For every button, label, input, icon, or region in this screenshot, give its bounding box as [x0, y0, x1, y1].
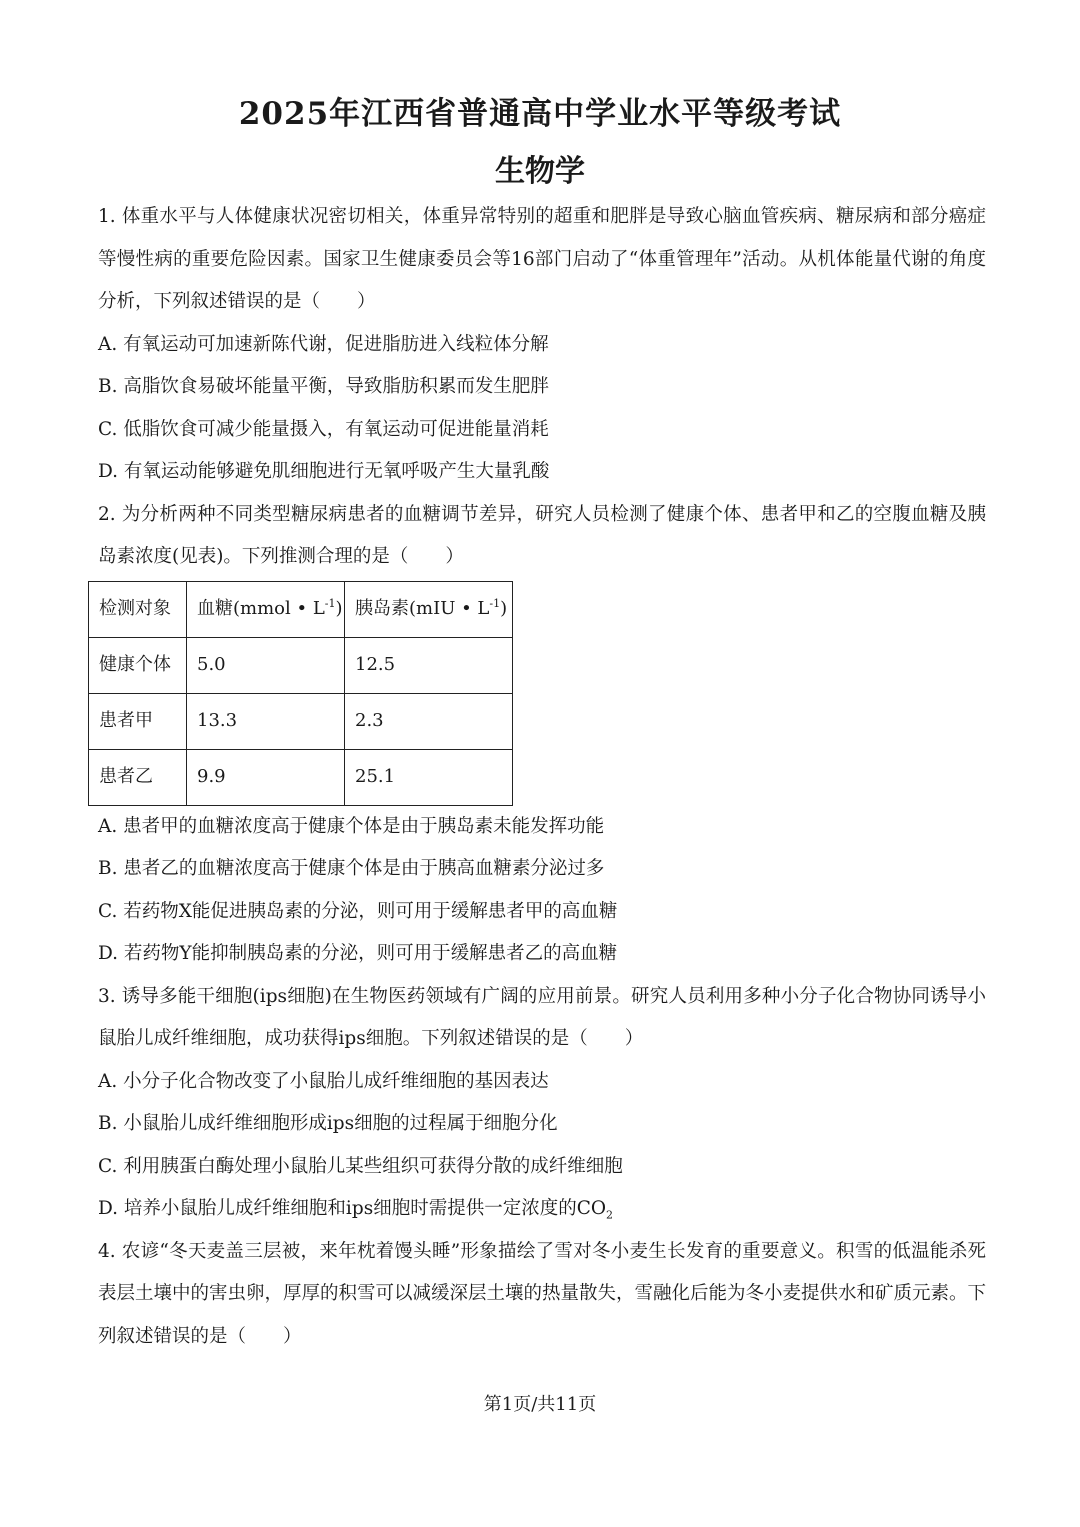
table-header-cell: 胰岛素(mIU • $L^{-1}$) [345, 581, 513, 637]
table-cell: 13.3 [187, 693, 345, 749]
table-cell: 患者乙 [89, 749, 187, 805]
table-row [89, 749, 513, 805]
header-superscript: -1 [489, 597, 501, 610]
data-table [88, 581, 513, 806]
option-c: C. 低脂饮食可减少能量摄入，有氧运动可促进能量消耗 [98, 418, 549, 440]
option-c: C. 利用胰蛋白酶处理小鼠胎儿某些组织可获得分散的成纤维细胞 [98, 1155, 623, 1177]
option-c: C. 若药物X能促进胰岛素的分泌，则可用于缓解患者甲的高血糖 [98, 900, 618, 922]
option-d: D. 有氧运动能够避免肌细胞进行无氧呼吸产生大量乳酸 [98, 461, 550, 482]
option-d: D. 若药物Y能抑制胰岛素的分泌，则可用于缓解患者乙的高血糖 [98, 943, 618, 964]
question-3 [98, 976, 986, 1231]
question-1 [98, 196, 986, 494]
option-d [98, 1188, 986, 1231]
table-cell: 健康个体 [89, 637, 187, 693]
header-text: 胰岛素(mIU • L [355, 598, 490, 619]
question-list [98, 196, 986, 1358]
header-text: 血糖(mmol • L [197, 598, 325, 619]
table-cell: 患者甲 [89, 693, 187, 749]
table-cell: 2.3 [345, 693, 513, 749]
table-cell: 9.9 [187, 749, 345, 805]
question-stem: 3. 诱导多能干细胞(ips细胞)在生物医药领域有广阔的应用前景。研究人员利用多种小分子化合物协同诱导小鼠胎儿成纤维细胞，成功获得ips细胞。下列叙述错误的是（ ） [98, 985, 986, 1049]
subject-title: 生物学 [495, 154, 585, 189]
table-header-cell: 血糖(mmol • $L^{-1}$) [187, 581, 345, 637]
option-d-text: D. 培养小鼠胎儿成纤维细胞和ips细胞时需提供一定浓度的CO [98, 1198, 607, 1219]
table-header-row [89, 581, 513, 637]
table-cell: 12.5 [345, 637, 513, 693]
question-stem: 2. 为分析两种不同类型糖尿病患者的血糖调节差异，研究人员检测了健康个体、患者甲和乙的空腹血糖及胰岛素浓度(见表)。下列推测合理的是（ ） [98, 503, 986, 567]
option-b: B. 小鼠胎儿成纤维细胞形成ips细胞的过程属于细胞分化 [98, 1113, 558, 1134]
question-stem: 4. 农谚“冬天麦盖三层被，来年枕着馒头睡”形象描绘了雪对冬小麦生长发育的重要意义。积雪的低温能杀死表层土壤中的害虫卵，厚厚的积雪可以减缓深层土壤的热量散失，雪融化后能为冬小麦提供水和矿质元素。下列叙述错误的是（ ） [98, 1240, 987, 1347]
exam-title: 2025年江西省普通高中学业水平等级考试 [238, 96, 842, 132]
table-row [89, 693, 513, 749]
table-cell: 25.1 [345, 749, 513, 805]
subscript: 2 [606, 1208, 614, 1222]
page-number: 第1页/共11页 [483, 1394, 597, 1415]
question-stem: 1. 体重水平与人体健康状况密切相关，体重异常特别的超重和肥胖是导致心脑血管疾病、糖尿病和部分癌症等慢性病的重要危险因素。国家卫生健康委员会等16部门启动了“体重管理年”活动。从机体能量代谢的角度分析，下列叙述错误的是（ ） [98, 206, 986, 312]
header-superscript: -1 [324, 597, 336, 610]
option-b: B. 高脂饮食易破坏能量平衡，导致脂肪积累而发生肥胖 [98, 376, 549, 397]
option-a: A. 患者甲的血糖浓度高于健康个体是由于胰岛素未能发挥功能 [98, 815, 605, 837]
question-4 [98, 1231, 986, 1359]
table-row [89, 637, 513, 693]
question-2 [98, 494, 986, 976]
option-a: A. 小分子化合物改变了小鼠胎儿成纤维细胞的基因表达 [98, 1070, 549, 1092]
option-b: B. 患者乙的血糖浓度高于健康个体是由于胰高血糖素分泌过多 [98, 858, 605, 879]
option-a: A. 有氧运动可加速新陈代谢，促进脂肪进入线粒体分解 [98, 333, 549, 355]
table-header-cell: 检测对象 [89, 581, 187, 637]
table-cell: 5.0 [187, 637, 345, 693]
